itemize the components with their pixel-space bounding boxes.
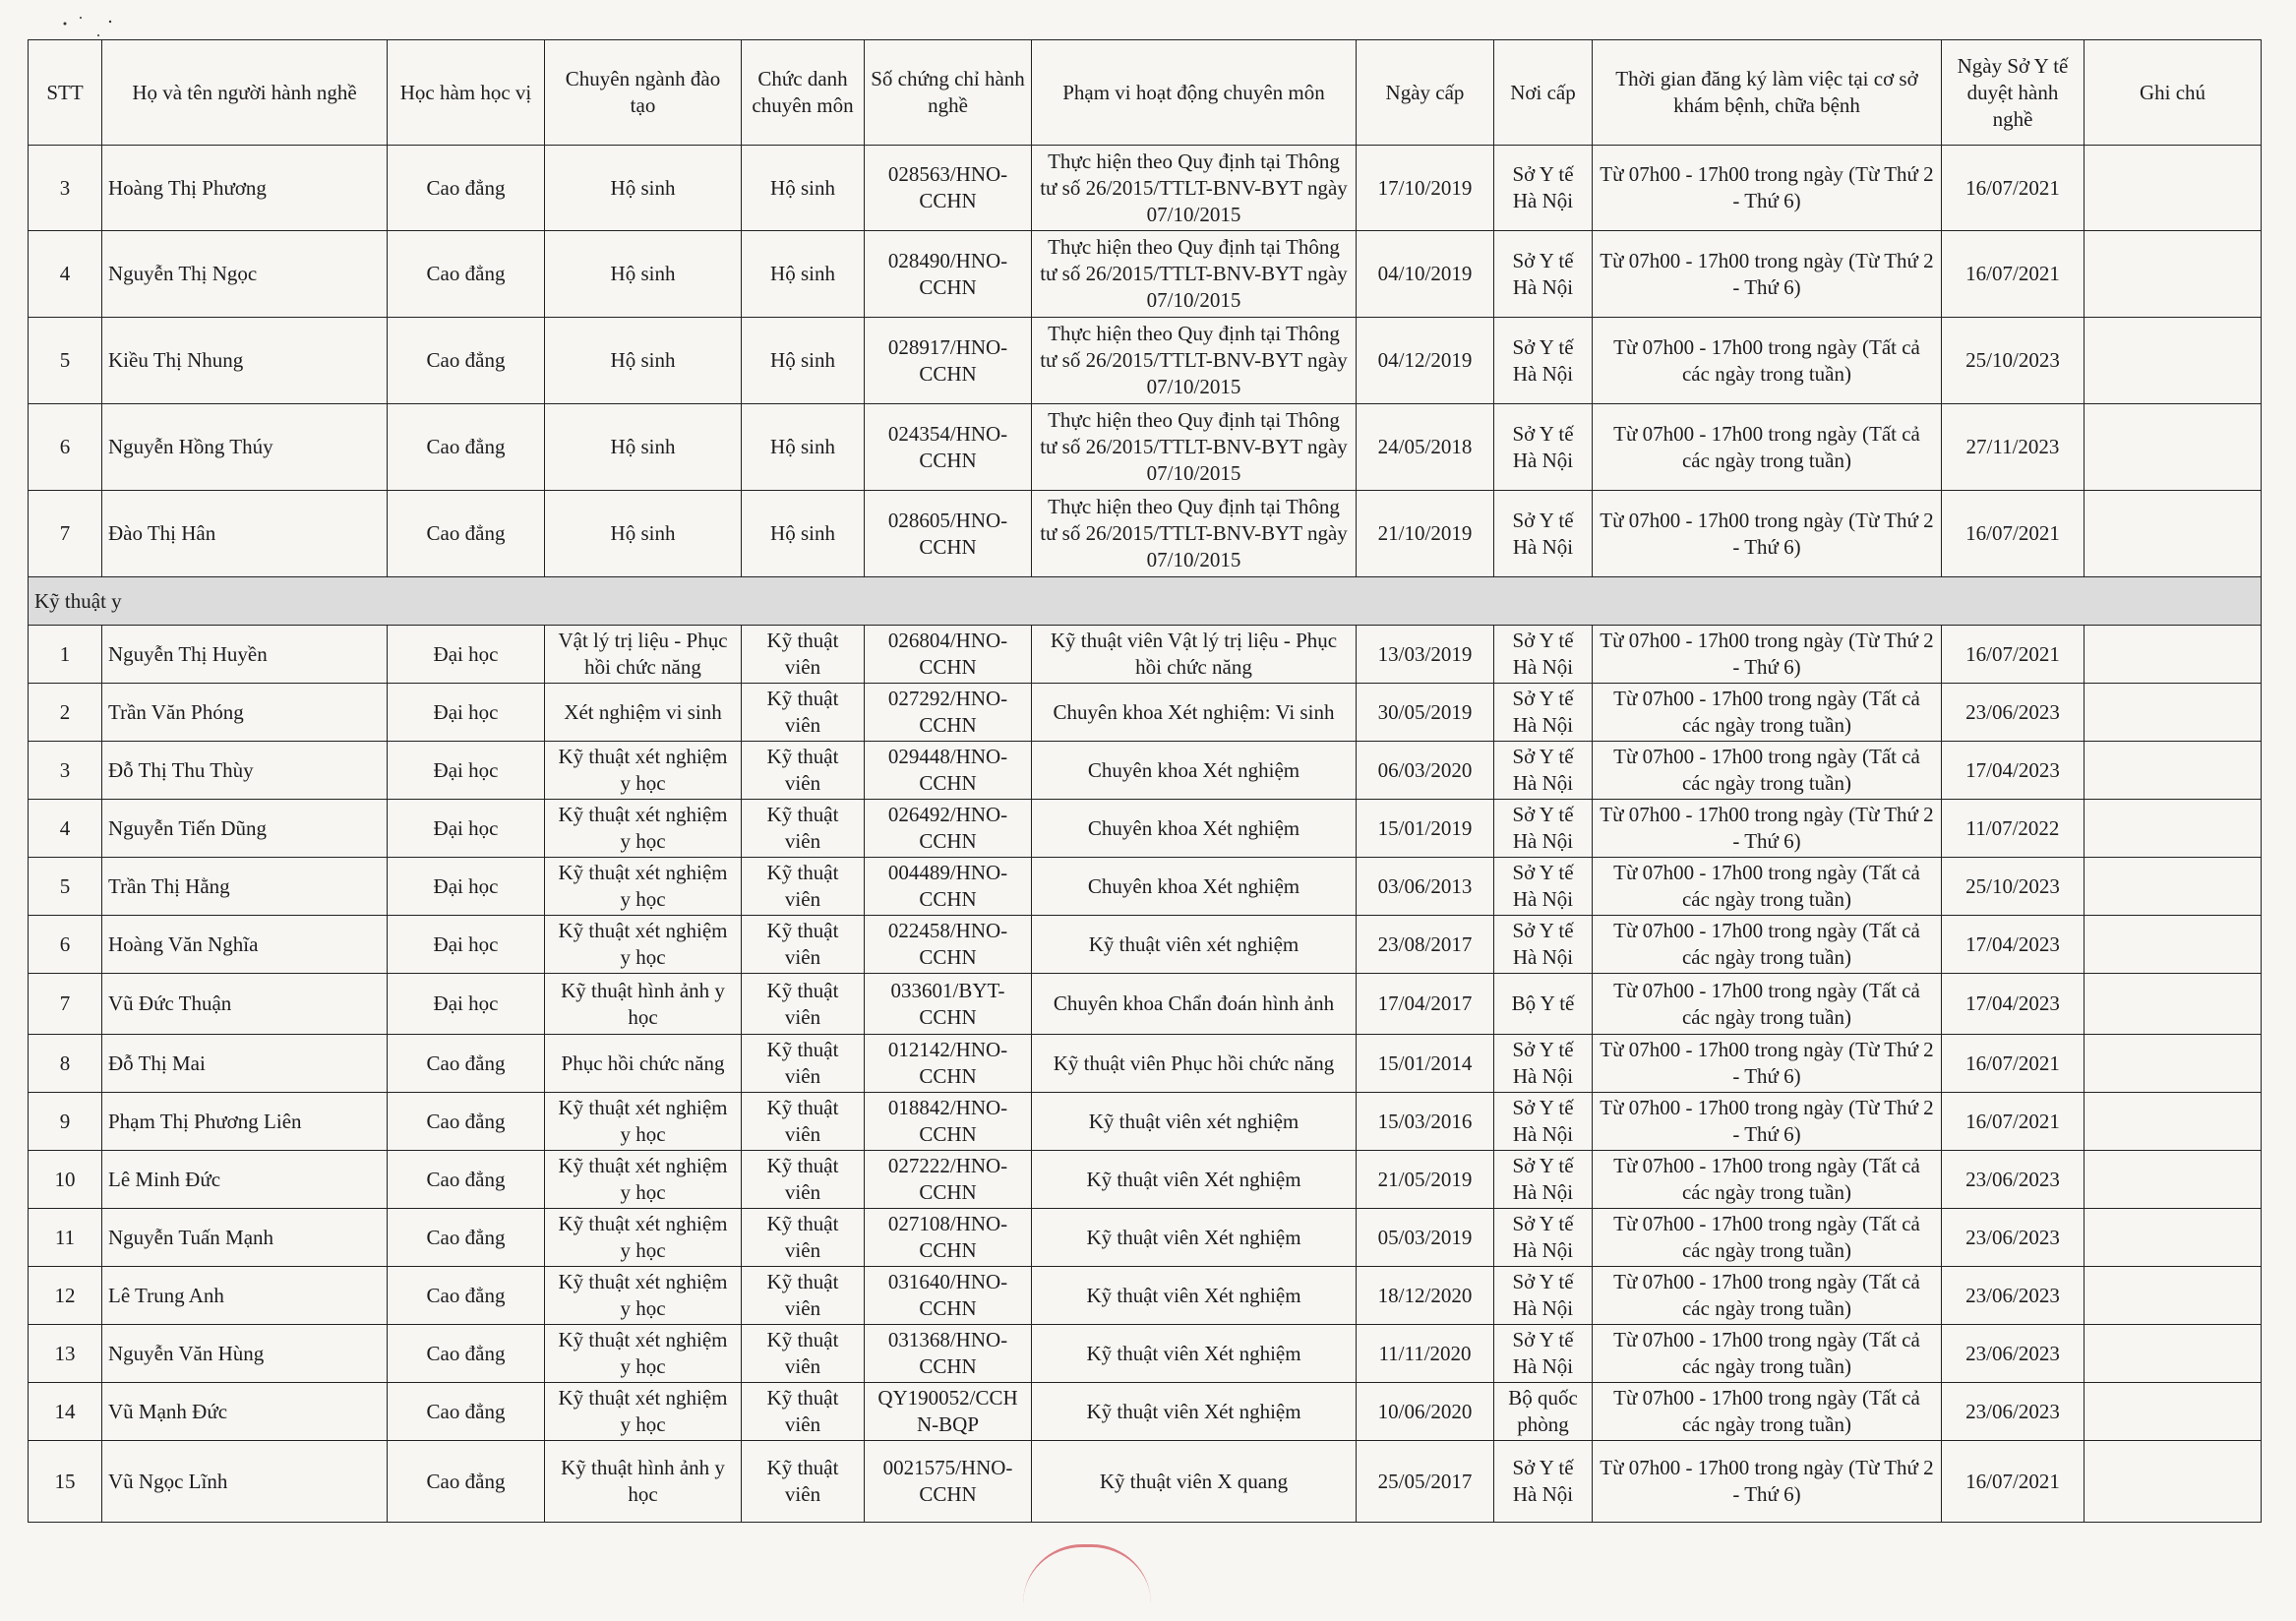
cell-issue-date: 05/03/2019 <box>1357 1209 1494 1267</box>
table-header-row <box>29 40 2262 146</box>
table-row <box>29 858 2262 916</box>
cell-issuer: Sở Y tế Hà Nội <box>1494 1441 1593 1523</box>
cell-cert: 027292/HNO-CCHN <box>865 684 1032 742</box>
cell-major: Xét nghiệm vi sinh <box>545 684 742 742</box>
cell-scope: Kỹ thuật viên xét nghiệm <box>1032 916 1357 974</box>
cell-scope: Kỹ thuật viên Xét nghiệm <box>1032 1209 1357 1267</box>
cell-cert: 018842/HNO-CCHN <box>865 1093 1032 1151</box>
cell-cert: 004489/HNO-CCHN <box>865 858 1032 916</box>
cell-cert: 028490/HNO-CCHN <box>865 231 1032 318</box>
header-issuer: Nơi cấp <box>1494 40 1593 146</box>
cell-scope: Kỹ thuật viên Xét nghiệm <box>1032 1325 1357 1383</box>
cell-note <box>2085 974 2262 1035</box>
cell-degree: Cao đẳng <box>388 146 545 231</box>
cell-title: Kỹ thuật viên <box>742 858 865 916</box>
cell-name: Phạm Thị Phương Liên <box>102 1093 388 1151</box>
cell-major: Kỹ thuật xét nghiệm y học <box>545 1267 742 1325</box>
table-row <box>29 146 2262 231</box>
cell-degree: Cao đẳng <box>388 1151 545 1209</box>
header-approved: Ngày Sở Y tế duyệt hành nghề <box>1942 40 2085 146</box>
cell-major: Kỹ thuật xét nghiệm y học <box>545 1325 742 1383</box>
cell-degree: Đại học <box>388 684 545 742</box>
cell-approved: 23/06/2023 <box>1942 1325 2085 1383</box>
cell-name: Vũ Ngọc Lĩnh <box>102 1441 388 1523</box>
cell-time: Từ 07h00 - 17h00 trong ngày (Từ Thứ 2 - Thứ 6) <box>1593 491 1942 577</box>
cell-stt: 4 <box>29 231 102 318</box>
cell-note <box>2085 1035 2262 1093</box>
cell-approved: 23/06/2023 <box>1942 684 2085 742</box>
cell-note <box>2085 146 2262 231</box>
section-title: Kỹ thuật y <box>29 577 2262 626</box>
cell-degree: Đại học <box>388 974 545 1035</box>
header-degree: Học hàm học vị <box>388 40 545 146</box>
cell-issuer: Sở Y tế Hà Nội <box>1494 318 1593 404</box>
cell-issue-date: 15/03/2016 <box>1357 1093 1494 1151</box>
cell-cert: 028605/HNO-CCHN <box>865 491 1032 577</box>
cell-name: Trần Văn Phóng <box>102 684 388 742</box>
cell-approved: 17/04/2023 <box>1942 742 2085 800</box>
cell-issue-date: 11/11/2020 <box>1357 1325 1494 1383</box>
cell-major: Vật lý trị liệu - Phục hồi chức năng <box>545 626 742 684</box>
cell-cert: 028917/HNO-CCHN <box>865 318 1032 404</box>
cell-name: Vũ Mạnh Đức <box>102 1383 388 1441</box>
cell-name: Nguyễn Thị Huyền <box>102 626 388 684</box>
cell-degree: Đại học <box>388 858 545 916</box>
cell-issuer: Sở Y tế Hà Nội <box>1494 1209 1593 1267</box>
cell-issuer: Sở Y tế Hà Nội <box>1494 231 1593 318</box>
cell-scope: Thực hiện theo Quy định tại Thông tư số 26/2015/TTLT-BNV-BYT ngày 07/10/2015 <box>1032 404 1357 491</box>
cell-issue-date: 17/10/2019 <box>1357 146 1494 231</box>
cell-major: Hộ sinh <box>545 231 742 318</box>
cell-time: Từ 07h00 - 17h00 trong ngày (Từ Thứ 2 - Thứ 6) <box>1593 1035 1942 1093</box>
cell-issue-date: 17/04/2017 <box>1357 974 1494 1035</box>
cell-note <box>2085 1441 2262 1523</box>
cell-scope: Kỹ thuật viên Xét nghiệm <box>1032 1267 1357 1325</box>
cell-issuer: Sở Y tế Hà Nội <box>1494 858 1593 916</box>
cell-issue-date: 04/12/2019 <box>1357 318 1494 404</box>
cell-degree: Đại học <box>388 916 545 974</box>
cell-note <box>2085 684 2262 742</box>
cell-degree: Cao đẳng <box>388 404 545 491</box>
cell-issue-date: 15/01/2014 <box>1357 1035 1494 1093</box>
cell-stt: 6 <box>29 916 102 974</box>
cell-degree: Đại học <box>388 626 545 684</box>
cell-scope: Kỹ thuật viên Phục hồi chức năng <box>1032 1035 1357 1093</box>
cell-time: Từ 07h00 - 17h00 trong ngày (Tất cả các ngày trong tuần) <box>1593 974 1942 1035</box>
cell-scope: Kỹ thuật viên Vật lý trị liệu - Phục hồi chức năng <box>1032 626 1357 684</box>
cell-name: Đào Thị Hân <box>102 491 388 577</box>
cell-major: Hộ sinh <box>545 318 742 404</box>
cell-title: Hộ sinh <box>742 146 865 231</box>
cell-issuer: Sở Y tế Hà Nội <box>1494 684 1593 742</box>
cell-title: Hộ sinh <box>742 491 865 577</box>
cell-scope: Thực hiện theo Quy định tại Thông tư số 26/2015/TTLT-BNV-BYT ngày 07/10/2015 <box>1032 318 1357 404</box>
cell-time: Từ 07h00 - 17h00 trong ngày (Từ Thứ 2 - Thứ 6) <box>1593 231 1942 318</box>
cell-title: Kỹ thuật viên <box>742 1325 865 1383</box>
cell-cert: 012142/HNO-CCHN <box>865 1035 1032 1093</box>
cell-degree: Cao đẳng <box>388 318 545 404</box>
cell-cert: 031368/HNO-CCHN <box>865 1325 1032 1383</box>
cell-title: Kỹ thuật viên <box>742 742 865 800</box>
cell-name: Kiều Thị Nhung <box>102 318 388 404</box>
cell-stt: 5 <box>29 318 102 404</box>
cell-cert: 027222/HNO-CCHN <box>865 1151 1032 1209</box>
cell-title: Hộ sinh <box>742 318 865 404</box>
cell-major: Hộ sinh <box>545 146 742 231</box>
cell-approved: 17/04/2023 <box>1942 974 2085 1035</box>
table-row <box>29 800 2262 858</box>
cell-approved: 25/10/2023 <box>1942 858 2085 916</box>
cell-cert: 024354/HNO-CCHN <box>865 404 1032 491</box>
cell-approved: 27/11/2023 <box>1942 404 2085 491</box>
cell-name: Đỗ Thị Mai <box>102 1035 388 1093</box>
cell-stt: 13 <box>29 1325 102 1383</box>
cell-major: Kỹ thuật xét nghiệm y học <box>545 1093 742 1151</box>
cell-time: Từ 07h00 - 17h00 trong ngày (Từ Thứ 2 - Thứ 6) <box>1593 146 1942 231</box>
cell-note <box>2085 1209 2262 1267</box>
cell-issue-date: 03/06/2013 <box>1357 858 1494 916</box>
cell-issue-date: 25/05/2017 <box>1357 1441 1494 1523</box>
cell-issuer: Sở Y tế Hà Nội <box>1494 1325 1593 1383</box>
cell-note <box>2085 491 2262 577</box>
cell-name: Hoàng Văn Nghĩa <box>102 916 388 974</box>
cell-issue-date: 21/10/2019 <box>1357 491 1494 577</box>
cell-approved: 23/06/2023 <box>1942 1267 2085 1325</box>
cell-title: Kỹ thuật viên <box>742 1267 865 1325</box>
cell-stt: 15 <box>29 1441 102 1523</box>
header-stt: STT <box>29 40 102 146</box>
cell-time: Từ 07h00 - 17h00 trong ngày (Từ Thứ 2 - Thứ 6) <box>1593 1093 1942 1151</box>
cell-issue-date: 10/06/2020 <box>1357 1383 1494 1441</box>
cell-issue-date: 15/01/2019 <box>1357 800 1494 858</box>
cell-title: Kỹ thuật viên <box>742 1209 865 1267</box>
cell-time: Từ 07h00 - 17h00 trong ngày (Tất cả các ngày trong tuần) <box>1593 742 1942 800</box>
cell-issuer: Sở Y tế Hà Nội <box>1494 404 1593 491</box>
cell-cert: 026492/HNO-CCHN <box>865 800 1032 858</box>
cell-stt: 9 <box>29 1093 102 1151</box>
cell-stt: 11 <box>29 1209 102 1267</box>
cell-name: Nguyễn Tuấn Mạnh <box>102 1209 388 1267</box>
table-row <box>29 916 2262 974</box>
cell-approved: 23/06/2023 <box>1942 1151 2085 1209</box>
table-row <box>29 1151 2262 1209</box>
cell-major: Kỹ thuật xét nghiệm y học <box>545 1209 742 1267</box>
cell-name: Hoàng Thị Phương <box>102 146 388 231</box>
cell-name: Đỗ Thị Thu Thùy <box>102 742 388 800</box>
header-time: Thời gian đăng ký làm việc tại cơ sở khám bệnh, chữa bệnh <box>1593 40 1942 146</box>
cell-stt: 3 <box>29 146 102 231</box>
header-scope: Phạm vi hoạt động chuyên môn <box>1032 40 1357 146</box>
cell-major: Kỹ thuật hình ảnh y học <box>545 974 742 1035</box>
cell-stt: 12 <box>29 1267 102 1325</box>
cell-time: Từ 07h00 - 17h00 trong ngày (Tất cả các ngày trong tuần) <box>1593 1325 1942 1383</box>
cell-issue-date: 06/03/2020 <box>1357 742 1494 800</box>
cell-title: Kỹ thuật viên <box>742 1441 865 1523</box>
cell-issuer: Sở Y tế Hà Nội <box>1494 800 1593 858</box>
table-body <box>29 146 2262 1523</box>
scan-specks <box>59 10 138 39</box>
cell-stt: 4 <box>29 800 102 858</box>
header-note: Ghi chú <box>2085 40 2262 146</box>
cell-issue-date: 30/05/2019 <box>1357 684 1494 742</box>
cell-issue-date: 21/05/2019 <box>1357 1151 1494 1209</box>
cell-time: Từ 07h00 - 17h00 trong ngày (Từ Thứ 2 - Thứ 6) <box>1593 1441 1942 1523</box>
cell-title: Hộ sinh <box>742 231 865 318</box>
cell-major: Kỹ thuật xét nghiệm y học <box>545 1151 742 1209</box>
cell-time: Từ 07h00 - 17h00 trong ngày (Từ Thứ 2 - Thứ 6) <box>1593 800 1942 858</box>
cell-approved: 16/07/2021 <box>1942 1093 2085 1151</box>
cell-title: Kỹ thuật viên <box>742 1383 865 1441</box>
practitioner-table-sheet <box>28 39 2261 1523</box>
cell-scope: Kỹ thuật viên xét nghiệm <box>1032 1093 1357 1151</box>
cell-stt: 7 <box>29 491 102 577</box>
cell-time: Từ 07h00 - 17h00 trong ngày (Tất cả các ngày trong tuần) <box>1593 1383 1942 1441</box>
cell-title: Kỹ thuật viên <box>742 626 865 684</box>
cell-scope: Thực hiện theo Quy định tại Thông tư số 26/2015/TTLT-BNV-BYT ngày 07/10/2015 <box>1032 231 1357 318</box>
table-row <box>29 974 2262 1035</box>
cell-scope: Thực hiện theo Quy định tại Thông tư số 26/2015/TTLT-BNV-BYT ngày 07/10/2015 <box>1032 491 1357 577</box>
table-row <box>29 742 2262 800</box>
cell-approved: 23/06/2023 <box>1942 1209 2085 1267</box>
cell-issuer: Sở Y tế Hà Nội <box>1494 1151 1593 1209</box>
cell-cert: 031640/HNO-CCHN <box>865 1267 1032 1325</box>
cell-time: Từ 07h00 - 17h00 trong ngày (Tất cả các ngày trong tuần) <box>1593 404 1942 491</box>
cell-degree: Đại học <box>388 742 545 800</box>
table-row <box>29 1383 2262 1441</box>
cell-major: Hộ sinh <box>545 404 742 491</box>
table-row <box>29 1441 2262 1523</box>
cell-degree: Cao đẳng <box>388 1035 545 1093</box>
cell-scope: Thực hiện theo Quy định tại Thông tư số 26/2015/TTLT-BNV-BYT ngày 07/10/2015 <box>1032 146 1357 231</box>
cell-name: Vũ Đức Thuận <box>102 974 388 1035</box>
cell-stt: 8 <box>29 1035 102 1093</box>
cell-title: Kỹ thuật viên <box>742 916 865 974</box>
cell-note <box>2085 1267 2262 1325</box>
cell-major: Kỹ thuật xét nghiệm y học <box>545 1383 742 1441</box>
table-row <box>29 626 2262 684</box>
cell-scope: Chuyên khoa Xét nghiệm <box>1032 742 1357 800</box>
cell-major: Kỹ thuật xét nghiệm y học <box>545 916 742 974</box>
cell-name: Nguyễn Hồng Thúy <box>102 404 388 491</box>
table-row <box>29 1035 2262 1093</box>
cell-time: Từ 07h00 - 17h00 trong ngày (Tất cả các ngày trong tuần) <box>1593 1267 1942 1325</box>
cell-scope: Kỹ thuật viên Xét nghiệm <box>1032 1383 1357 1441</box>
cell-title: Kỹ thuật viên <box>742 684 865 742</box>
cell-name: Nguyễn Văn Hùng <box>102 1325 388 1383</box>
cell-title: Hộ sinh <box>742 404 865 491</box>
cell-scope: Chuyên khoa Xét nghiệm <box>1032 858 1357 916</box>
cell-approved: 16/07/2021 <box>1942 1035 2085 1093</box>
cell-title: Kỹ thuật viên <box>742 800 865 858</box>
cell-note <box>2085 318 2262 404</box>
cell-approved: 23/06/2023 <box>1942 1383 2085 1441</box>
cell-time: Từ 07h00 - 17h00 trong ngày (Tất cả các ngày trong tuần) <box>1593 684 1942 742</box>
cell-note <box>2085 404 2262 491</box>
cell-major: Kỹ thuật hình ảnh y học <box>545 1441 742 1523</box>
cell-approved: 16/07/2021 <box>1942 626 2085 684</box>
cell-major: Kỹ thuật xét nghiệm y học <box>545 742 742 800</box>
cell-cert: QY190052/CCHN-BQP <box>865 1383 1032 1441</box>
cell-major: Hộ sinh <box>545 491 742 577</box>
table-row <box>29 404 2262 491</box>
cell-time: Từ 07h00 - 17h00 trong ngày (Tất cả các ngày trong tuần) <box>1593 318 1942 404</box>
table-row <box>29 231 2262 318</box>
cell-title: Kỹ thuật viên <box>742 1035 865 1093</box>
cell-degree: Cao đẳng <box>388 491 545 577</box>
table-row <box>29 684 2262 742</box>
cell-stt: 6 <box>29 404 102 491</box>
cell-scope: Kỹ thuật viên Xét nghiệm <box>1032 1151 1357 1209</box>
header-title: Chức danh chuyên môn <box>742 40 865 146</box>
cell-time: Từ 07h00 - 17h00 trong ngày (Tất cả các ngày trong tuần) <box>1593 916 1942 974</box>
cell-stt: 3 <box>29 742 102 800</box>
cell-time: Từ 07h00 - 17h00 trong ngày (Tất cả các ngày trong tuần) <box>1593 1209 1942 1267</box>
cell-note <box>2085 916 2262 974</box>
cell-name: Trần Thị Hằng <box>102 858 388 916</box>
cell-degree: Cao đẳng <box>388 1093 545 1151</box>
cell-degree: Cao đẳng <box>388 1383 545 1441</box>
cell-time: Từ 07h00 - 17h00 trong ngày (Từ Thứ 2 - Thứ 6) <box>1593 626 1942 684</box>
cell-name: Nguyễn Thị Ngọc <box>102 231 388 318</box>
practitioner-table <box>28 39 2262 1523</box>
cell-cert: 028563/HNO-CCHN <box>865 146 1032 231</box>
cell-scope: Chuyên khoa Chẩn đoán hình ảnh <box>1032 974 1357 1035</box>
cell-stt: 10 <box>29 1151 102 1209</box>
section-row <box>29 577 2262 626</box>
cell-note <box>2085 1325 2262 1383</box>
cell-stt: 2 <box>29 684 102 742</box>
cell-scope: Chuyên khoa Xét nghiệm <box>1032 800 1357 858</box>
cell-issuer: Sở Y tế Hà Nội <box>1494 146 1593 231</box>
cell-issuer: Sở Y tế Hà Nội <box>1494 491 1593 577</box>
cell-stt: 14 <box>29 1383 102 1441</box>
cell-issuer: Sở Y tế Hà Nội <box>1494 1093 1593 1151</box>
cell-approved: 16/07/2021 <box>1942 491 2085 577</box>
cell-approved: 16/07/2021 <box>1942 1441 2085 1523</box>
cell-note <box>2085 742 2262 800</box>
cell-scope: Kỹ thuật viên X quang <box>1032 1441 1357 1523</box>
cell-note <box>2085 1151 2262 1209</box>
cell-note <box>2085 1383 2262 1441</box>
cell-major: Kỹ thuật xét nghiệm y học <box>545 800 742 858</box>
table-row <box>29 1325 2262 1383</box>
cell-note <box>2085 800 2262 858</box>
cell-name: Lê Trung Anh <box>102 1267 388 1325</box>
header-major: Chuyên ngành đào tạo <box>545 40 742 146</box>
cell-cert: 022458/HNO-CCHN <box>865 916 1032 974</box>
cell-stt: 5 <box>29 858 102 916</box>
cell-issuer: Sở Y tế Hà Nội <box>1494 916 1593 974</box>
cell-scope: Chuyên khoa Xét nghiệm: Vi sinh <box>1032 684 1357 742</box>
cell-issuer: Bộ Y tế <box>1494 974 1593 1035</box>
table-row <box>29 318 2262 404</box>
cell-major: Kỹ thuật xét nghiệm y học <box>545 858 742 916</box>
table-row <box>29 1209 2262 1267</box>
cell-degree: Cao đẳng <box>388 231 545 318</box>
cell-issuer: Sở Y tế Hà Nội <box>1494 742 1593 800</box>
cell-title: Kỹ thuật viên <box>742 974 865 1035</box>
cell-approved: 16/07/2021 <box>1942 231 2085 318</box>
cell-note <box>2085 231 2262 318</box>
cell-cert: 027108/HNO-CCHN <box>865 1209 1032 1267</box>
cell-note <box>2085 858 2262 916</box>
cell-approved: 11/07/2022 <box>1942 800 2085 858</box>
cell-title: Kỹ thuật viên <box>742 1151 865 1209</box>
cell-approved: 25/10/2023 <box>1942 318 2085 404</box>
cell-issue-date: 04/10/2019 <box>1357 231 1494 318</box>
cell-issue-date: 24/05/2018 <box>1357 404 1494 491</box>
cell-issuer: Sở Y tế Hà Nội <box>1494 1035 1593 1093</box>
cell-degree: Cao đẳng <box>388 1267 545 1325</box>
cell-cert: 033601/BYT-CCHN <box>865 974 1032 1035</box>
red-seal-stamp <box>1023 1544 1151 1606</box>
cell-approved: 16/07/2021 <box>1942 146 2085 231</box>
header-name: Họ và tên người hành nghề <box>102 40 388 146</box>
cell-issue-date: 18/12/2020 <box>1357 1267 1494 1325</box>
cell-approved: 17/04/2023 <box>1942 916 2085 974</box>
cell-note <box>2085 1093 2262 1151</box>
cell-cert: 026804/HNO-CCHN <box>865 626 1032 684</box>
cell-name: Nguyễn Tiến Dũng <box>102 800 388 858</box>
cell-degree: Đại học <box>388 800 545 858</box>
cell-stt: 1 <box>29 626 102 684</box>
cell-issue-date: 13/03/2019 <box>1357 626 1494 684</box>
table-row <box>29 491 2262 577</box>
header-cert: Số chứng chỉ hành nghề <box>865 40 1032 146</box>
cell-time: Từ 07h00 - 17h00 trong ngày (Tất cả các ngày trong tuần) <box>1593 858 1942 916</box>
cell-name: Lê Minh Đức <box>102 1151 388 1209</box>
cell-degree: Cao đẳng <box>388 1325 545 1383</box>
cell-degree: Cao đẳng <box>388 1209 545 1267</box>
cell-major: Phục hồi chức năng <box>545 1035 742 1093</box>
cell-note <box>2085 626 2262 684</box>
cell-issue-date: 23/08/2017 <box>1357 916 1494 974</box>
table-row <box>29 1267 2262 1325</box>
cell-degree: Cao đẳng <box>388 1441 545 1523</box>
cell-issuer: Sở Y tế Hà Nội <box>1494 1267 1593 1325</box>
cell-time: Từ 07h00 - 17h00 trong ngày (Tất cả các ngày trong tuần) <box>1593 1151 1942 1209</box>
cell-cert: 029448/HNO-CCHN <box>865 742 1032 800</box>
table-row <box>29 1093 2262 1151</box>
header-issue-date: Ngày cấp <box>1357 40 1494 146</box>
cell-stt: 7 <box>29 974 102 1035</box>
cell-title: Kỹ thuật viên <box>742 1093 865 1151</box>
cell-cert: 0021575/HNO-CCHN <box>865 1441 1032 1523</box>
cell-issuer: Sở Y tế Hà Nội <box>1494 626 1593 684</box>
cell-issuer: Bộ quốc phòng <box>1494 1383 1593 1441</box>
